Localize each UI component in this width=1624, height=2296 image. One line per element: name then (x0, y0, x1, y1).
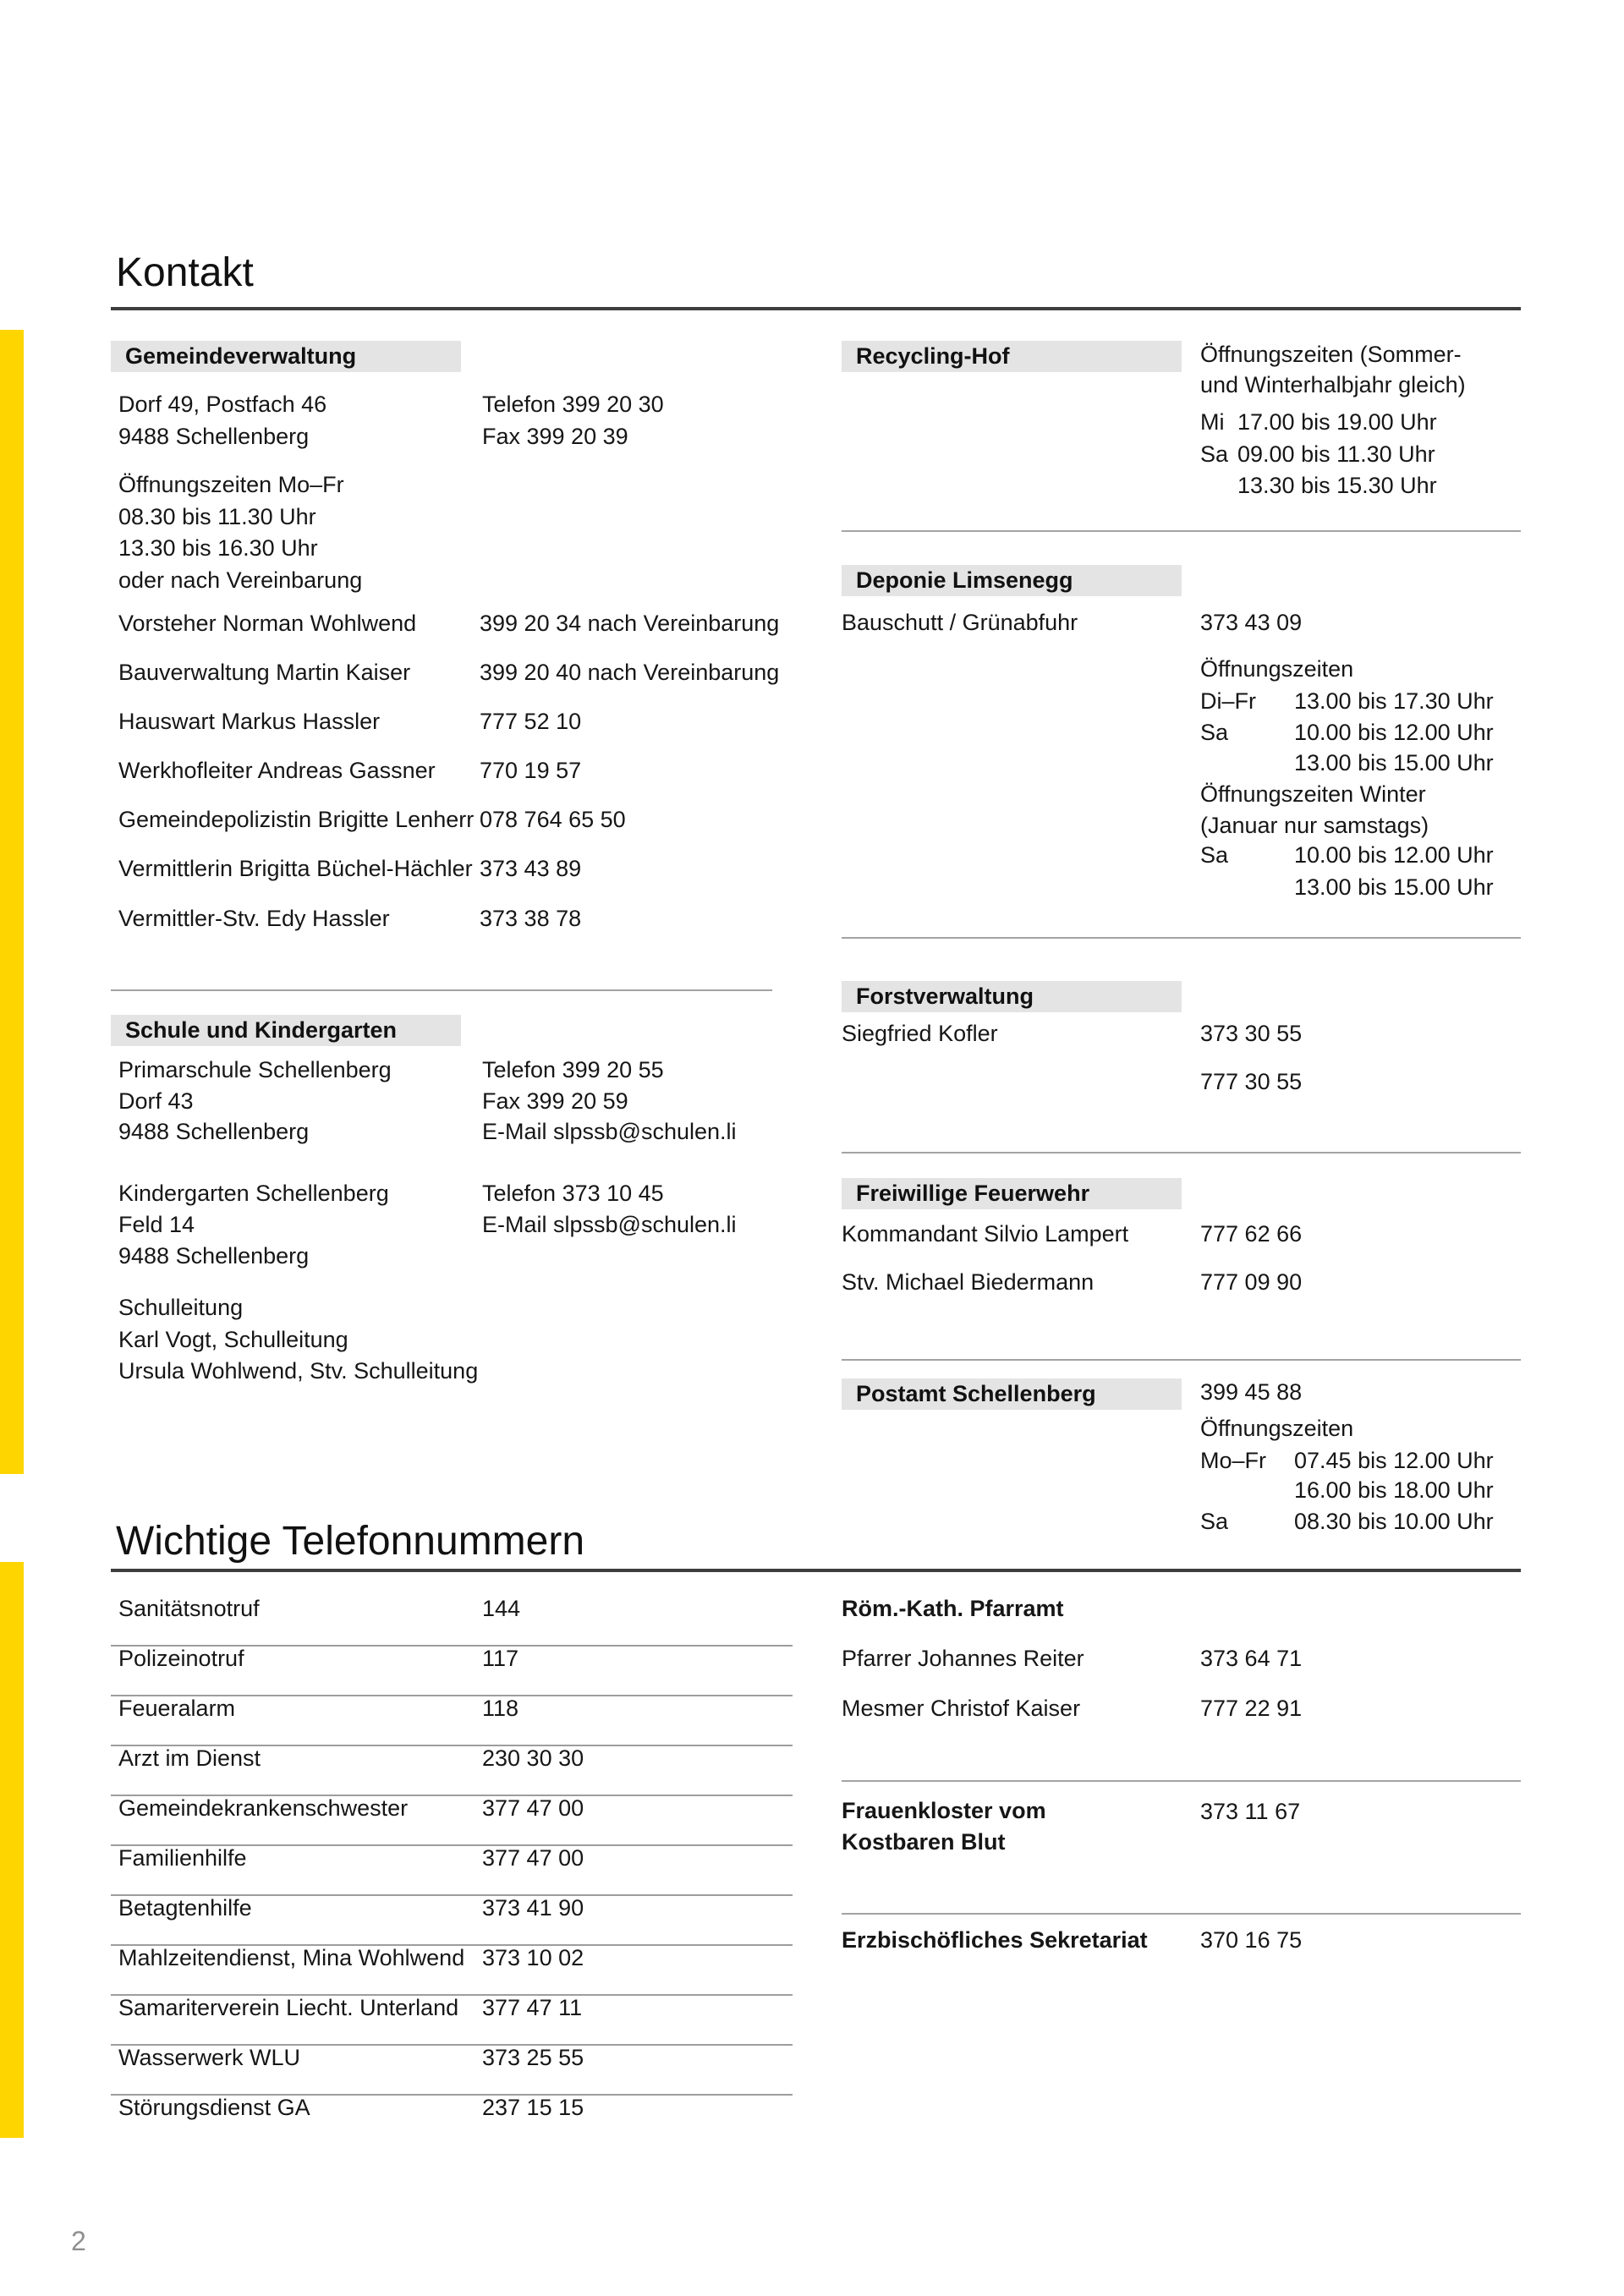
hours-row (1200, 1474, 1494, 1506)
hours-row (1200, 438, 1435, 470)
time-range: 13.30 bis 15.30 Uhr (1237, 473, 1437, 498)
primarschule-address (118, 1055, 392, 1148)
section-header-gemeindeverwaltung: Gemeindeverwaltung (111, 341, 461, 372)
time-range: 10.00 bis 12.00 Uhr (1294, 842, 1494, 868)
address-line: Primarschule Schellenberg (118, 1057, 392, 1082)
phone-number: 377 47 00 (482, 1795, 584, 1821)
email-line: E-Mail slpssb@schulen.li (482, 1119, 737, 1144)
primarschule-contact (482, 1055, 737, 1148)
phone-line: Telefon 373 10 45 (482, 1181, 664, 1206)
person-number: 373 38 78 (480, 906, 582, 931)
hours-row (1200, 839, 1494, 871)
page-title-telefonnummern: Wichtige Telefonnummern (116, 1519, 585, 1564)
schulleitung-line: Karl Vogt, Schulleitung (118, 1326, 348, 1352)
person-label: Vermittlerin Brigitta Büchel-Hächler (118, 856, 473, 881)
phone-label: Störungsdienst GA (118, 2095, 310, 2120)
frauenkloster-label (842, 1795, 1046, 1858)
phone-number: 377 47 00 (482, 1845, 584, 1871)
person-number: 373 64 71 (1200, 1646, 1303, 1671)
time-range: 09.00 bis 11.30 Uhr (1237, 441, 1435, 467)
phone-number: 373 41 90 (482, 1895, 584, 1921)
kindergarten-address (118, 1178, 389, 1272)
person-label: Pfarrer Johannes Reiter (842, 1646, 1084, 1671)
time-range: 10.00 bis 12.00 Uhr (1294, 720, 1494, 745)
person-number: 777 52 10 (480, 709, 582, 734)
hours-line: Öffnungszeiten Mo–Fr (118, 472, 344, 497)
section-header-postamt: Postamt Schellenberg (842, 1378, 1182, 1410)
gemeinde-address (118, 389, 326, 452)
address-line: 9488 Schellenberg (118, 1243, 310, 1269)
person-number: 399 20 40 nach Vereinbarung (480, 660, 780, 685)
winter-hours-note: (Januar nur samstags) (1200, 813, 1429, 838)
section-separator (842, 1913, 1521, 1915)
frauenkloster-number: 373 11 67 (1200, 1799, 1301, 1824)
yellow-accent-bar-bottom (0, 1562, 24, 2138)
phone-label: Mahlzeitendienst, Mina Wohlwend (118, 1945, 465, 1970)
phone-label: Betagtenhilfe (118, 1895, 252, 1921)
winter-hours-title: Öffnungszeiten Winter (1200, 781, 1426, 807)
phone-label: Sanitätsnotruf (118, 1596, 260, 1621)
person-number: 777 62 66 (1200, 1221, 1303, 1247)
person-number: 777 22 91 (1200, 1696, 1303, 1721)
hours-line: und Winterhalbjahr gleich) (1200, 371, 1466, 397)
section-separator (842, 1780, 1521, 1782)
person-number: 373 30 55 (1200, 1021, 1303, 1046)
time-range: 13.00 bis 17.30 Uhr (1294, 688, 1494, 714)
hours-line: 13.30 bis 16.30 Uhr (118, 535, 318, 561)
day-label: Mi (1200, 409, 1225, 435)
section-header-feuerwehr: Freiwillige Feuerwehr (842, 1178, 1182, 1209)
hours-title: Öffnungszeiten (1200, 656, 1354, 682)
fax-line: Fax 399 20 39 (482, 423, 628, 449)
person-number: 373 43 89 (480, 856, 582, 881)
phone-label: Polizeinotruf (118, 1646, 244, 1671)
time-range: 07.45 bis 12.00 Uhr (1294, 1448, 1494, 1473)
hours-row (1200, 1505, 1494, 1537)
address-line: Dorf 49, Postfach 46 (118, 392, 327, 417)
hours-line: 08.30 bis 11.30 Uhr (118, 503, 316, 529)
phone-number: 373 25 55 (482, 2045, 584, 2070)
hours-row (1200, 406, 1437, 438)
phone-number: 230 30 30 (482, 1745, 584, 1771)
address-line: Kindergarten Schellenberg (118, 1181, 389, 1206)
hours-row (1200, 685, 1494, 717)
person-label: Gemeindepolizistin Brigitte Lenherr (118, 807, 475, 832)
label-line: Kostbaren Blut (842, 1829, 1006, 1855)
phone-number: 377 47 11 (482, 1995, 583, 2020)
day-label: Sa (1200, 441, 1229, 467)
phone-label: Feueralarm (118, 1696, 236, 1721)
person-number: 777 09 90 (1200, 1269, 1303, 1295)
phone-line: Telefon 399 20 30 (482, 392, 664, 417)
time-range: 13.00 bis 15.00 Uhr (1294, 874, 1494, 900)
person-number: 078 764 65 50 (480, 807, 626, 832)
phone-number: 144 (482, 1596, 521, 1621)
postamt-number: 399 45 88 (1200, 1379, 1303, 1405)
hours-row (1200, 716, 1494, 748)
hours-row (1200, 1444, 1494, 1477)
address-line: Feld 14 (118, 1212, 195, 1237)
day-label: Mo–Fr (1200, 1448, 1267, 1473)
gemeinde-contact (482, 389, 664, 452)
time-range: 08.30 bis 10.00 Uhr (1294, 1509, 1494, 1534)
time-range: 16.00 bis 18.00 Uhr (1294, 1477, 1494, 1503)
person-label: Siegfried Kofler (842, 1021, 998, 1046)
person-label: Vorsteher Norman Wohlwend (118, 611, 417, 636)
phone-label: Samariterverein Liecht. Unterland (118, 1995, 459, 2020)
section-separator (842, 530, 1521, 532)
person-label: Mesmer Christof Kaiser (842, 1696, 1081, 1721)
schulleitung-line: Ursula Wohlwend, Stv. Schulleitung (118, 1358, 479, 1384)
person-label: Werkhofleiter Andreas Gassner (118, 758, 436, 783)
person-label: Kommandant Silvio Lampert (842, 1221, 1129, 1247)
section-header-deponie: Deponie Limsenegg (842, 565, 1182, 596)
page-number: 2 (71, 2226, 86, 2256)
hours-row (1200, 871, 1494, 903)
person-number: 770 19 57 (480, 758, 582, 783)
person-label: Bauverwaltung Martin Kaiser (118, 660, 411, 685)
page-title-kontakt: Kontakt (116, 250, 254, 295)
hours-line: Öffnungszeiten (Sommer- (1200, 342, 1462, 367)
day-label: Sa (1200, 1509, 1229, 1534)
day-label: Di–Fr (1200, 688, 1256, 714)
address-line: Dorf 43 (118, 1088, 194, 1114)
section-header-schule: Schule und Kindergarten (111, 1015, 461, 1046)
email-line: E-Mail slpssb@schulen.li (482, 1212, 737, 1237)
sekretariat-number: 370 16 75 (1200, 1927, 1303, 1953)
person-label: Vermittler-Stv. Edy Hassler (118, 906, 390, 931)
section-separator (842, 1359, 1521, 1361)
address-line: 9488 Schellenberg (118, 1119, 310, 1144)
day-label: Sa (1200, 842, 1229, 868)
phone-label: Gemeindekrankenschwester (118, 1795, 409, 1821)
title-rule (111, 1569, 1521, 1572)
section-separator (111, 989, 772, 991)
time-range: 17.00 bis 19.00 Uhr (1237, 409, 1437, 435)
phone-line: Telefon 399 20 55 (482, 1057, 664, 1082)
pfarramt-header: Röm.-Kath. Pfarramt (842, 1596, 1064, 1621)
section-separator (842, 1152, 1521, 1153)
address-line: 9488 Schellenberg (118, 423, 310, 449)
phone-number: 118 (482, 1696, 519, 1721)
phone-number: 117 (482, 1646, 519, 1671)
deponie-label: Bauschutt / Grünabfuhr (842, 610, 1078, 635)
title-rule (111, 307, 1521, 310)
person-label: Hauswart Markus Hassler (118, 709, 381, 734)
yellow-accent-bar-top (0, 330, 24, 1474)
phone-label: Wasserwerk WLU (118, 2045, 301, 2070)
hours-row (1200, 469, 1437, 501)
recycling-hours-intro (1200, 340, 1466, 400)
kindergarten-contact (482, 1178, 737, 1241)
section-separator (842, 937, 1521, 939)
person-number: 399 20 34 nach Vereinbarung (480, 611, 780, 636)
label-line: Frauenkloster vom (842, 1798, 1046, 1823)
person-number: 777 30 55 (1200, 1069, 1303, 1094)
section-header-recycling: Recycling-Hof (842, 341, 1182, 372)
fax-line: Fax 399 20 59 (482, 1088, 628, 1114)
phone-number: 237 15 15 (482, 2095, 584, 2120)
sekretariat-label: Erzbischöfliches Sekretariat (842, 1927, 1148, 1953)
person-label: Stv. Michael Biedermann (842, 1269, 1095, 1295)
phone-label: Familienhilfe (118, 1845, 247, 1871)
schulleitung-block (118, 1292, 478, 1388)
deponie-number: 373 43 09 (1200, 610, 1303, 635)
schulleitung-line: Schulleitung (118, 1295, 244, 1320)
phone-label: Arzt im Dienst (118, 1745, 261, 1771)
section-header-forstverwaltung: Forstverwaltung (842, 981, 1182, 1012)
hours-row (1200, 747, 1494, 779)
hours-line: oder nach Vereinbarung (118, 567, 363, 593)
day-label: Sa (1200, 720, 1229, 745)
time-range: 13.00 bis 15.00 Uhr (1294, 750, 1494, 775)
phone-number: 373 10 02 (482, 1945, 584, 1970)
gemeinde-hours (118, 469, 362, 596)
hours-title: Öffnungszeiten (1200, 1416, 1354, 1441)
